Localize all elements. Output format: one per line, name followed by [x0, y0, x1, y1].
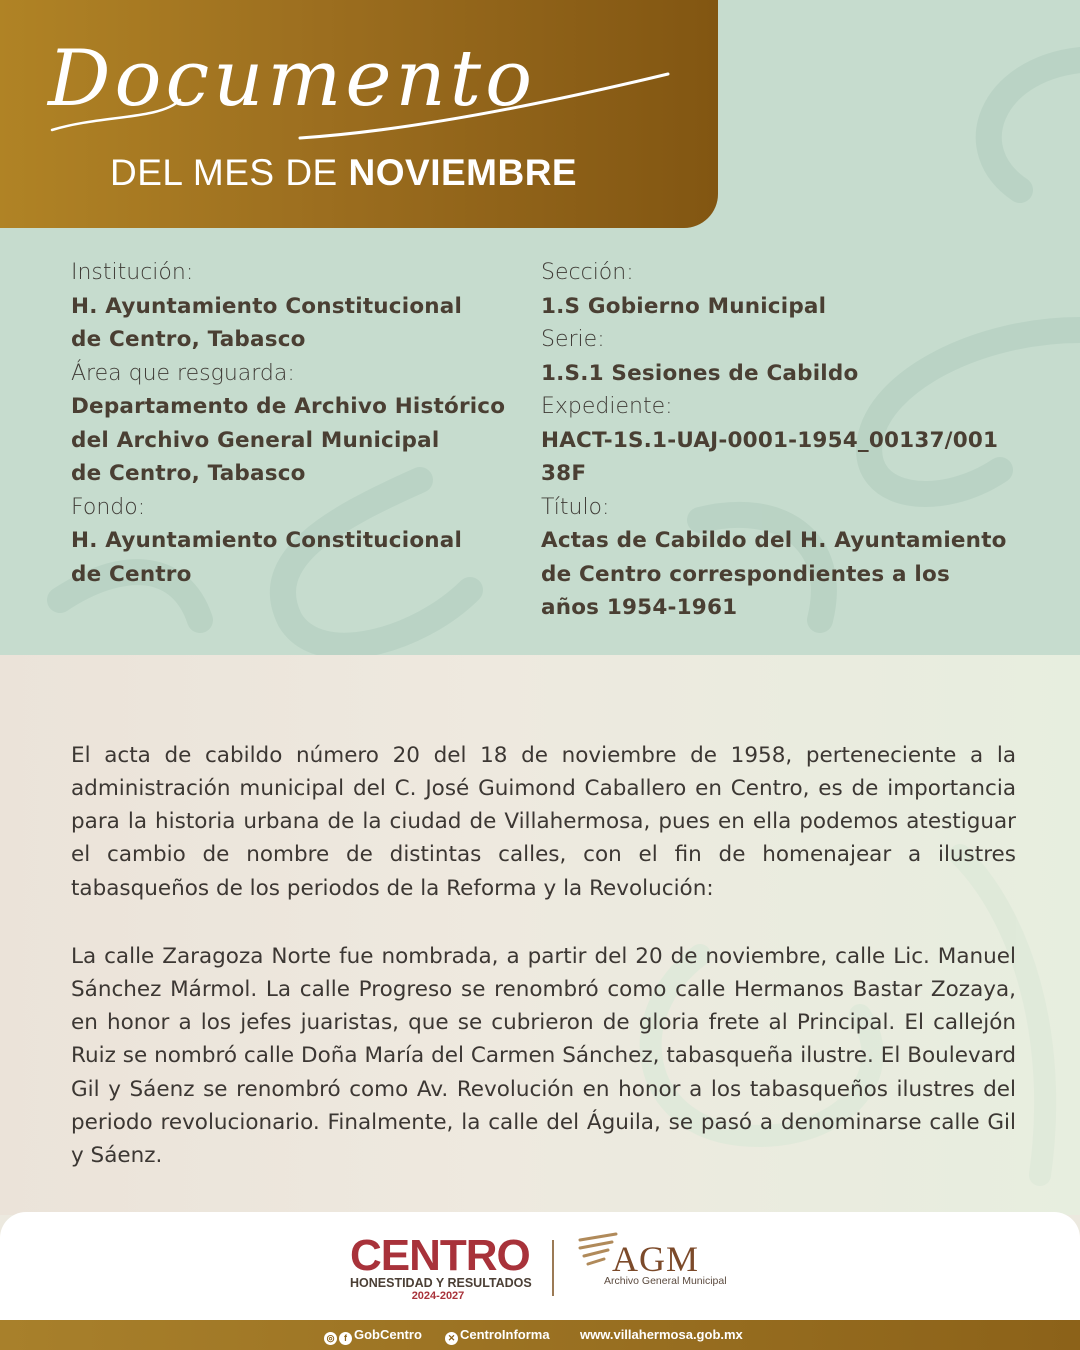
social-handle-gobcentro[interactable] — [324, 1320, 422, 1350]
field-value-area — [71, 390, 521, 491]
value-line: H. Ayuntamiento Constitucional — [71, 528, 463, 553]
value-line: Departamento de Archivo Histórico — [71, 394, 506, 419]
facebook-icon: f — [339, 1332, 352, 1345]
subtitle-prefix: DEL MES DE — [110, 152, 349, 193]
logo-divider — [552, 1240, 554, 1296]
value-line: 1.S Gobierno Municipal — [541, 293, 827, 319]
x-icon: ✕ — [445, 1332, 458, 1345]
value-line: del Archivo General Municipal — [71, 427, 440, 453]
value-line: de Centro, Tabasco — [71, 327, 306, 352]
metadata-right-column — [541, 256, 1021, 625]
field-label-institucion: Institución: — [71, 260, 194, 285]
value-line: 38F — [541, 461, 587, 486]
centro-logo-years: 2024-2027 — [411, 1290, 465, 1302]
field-value-expediente — [541, 424, 1021, 491]
logo-footer-card — [0, 1212, 1080, 1320]
social-handle-centroinforma-text: CentroInforma — [460, 1327, 550, 1342]
field-value-institucion — [71, 290, 521, 357]
value-line: años 1954-1961 — [541, 595, 738, 620]
website-link[interactable]: www.villahermosa.gob.mx — [580, 1327, 743, 1342]
field-label-titulo: Título: — [541, 494, 610, 520]
page-title-script: Documento — [48, 34, 537, 124]
value-line: H. Ayuntamiento Constitucional — [71, 293, 463, 319]
description-paragraph-1: El acta de cabildo número 20 del 18 de noviembre de 1958, perteneciente a la administración municipal del C. José Guimond Caballero en Centro, es de importancia para la historia urbana de la ciudad de Villahermosa, pues en ella podemos atestiguar el cambio de nombre de distintas calles, con el fin de homenajear a ilustres tabasqueños de los periodos de la Reforma y la Revolución: — [71, 742, 1016, 901]
value-line: de Centro, Tabasco — [71, 461, 306, 486]
centro-logo-word: CENTRO — [350, 1231, 530, 1280]
description-paragraph-2: La calle Zaragoza Norte fue nombrada, a partir del 20 de noviembre, calle Lic. Manuel Sánchez Mármol. La calle Progreso se renombró como calle Hermanos Bastar Zozaya, en honor a los jefes juaristas, que se cubrieron de gloria frete al Principal. El callejón Ruiz se nombró calle Doña María del Carmen Sánchez, tabasqueña ilustre. El Boulevard Gil y Sáenz se renombró como Av. Revolución en honor a los tabasqueños ilustres del periodo revolucionario. Finalmente, la calle del Águila, se pasó a denominarse calle Gil y Sáenz. — [71, 943, 1016, 1169]
centro-logo — [350, 1231, 532, 1303]
field-label-serie: Serie: — [541, 327, 605, 352]
metadata-section — [0, 0, 1080, 655]
metadata-left-column — [71, 256, 521, 591]
field-value-seccion — [541, 290, 1021, 324]
field-value-fondo — [71, 524, 521, 591]
header-banner — [0, 0, 718, 228]
social-handle-gobcentro-text: GobCentro — [354, 1327, 422, 1342]
social-footer-bar — [0, 1320, 1080, 1350]
field-label-expediente: Expediente: — [541, 394, 673, 419]
field-value-serie — [541, 357, 1021, 391]
field-label-area: Área que resguarda: — [71, 360, 295, 386]
subtitle-month: NOVIEMBRE — [348, 152, 578, 193]
field-label-seccion: Sección: — [541, 260, 634, 285]
social-handle-centroinforma[interactable] — [445, 1320, 550, 1350]
agm-logo-subtitle: Archivo General Municipal — [604, 1275, 727, 1287]
value-line: HACT-1S.1-UAJ-0001-1954_00137/001 — [541, 427, 999, 453]
field-label-fondo: Fondo: — [71, 494, 146, 520]
centro-logo-tagline: HONESTIDAD Y RESULTADOS — [350, 1276, 532, 1290]
instagram-icon: ◎ — [324, 1332, 337, 1345]
value-line: de Centro — [71, 561, 192, 587]
page-subtitle — [110, 152, 577, 194]
value-line: Actas de Cabildo del H. Ayuntamiento — [541, 528, 1007, 553]
agm-logo — [576, 1228, 736, 1290]
field-value-titulo — [541, 524, 1021, 625]
agm-logo-letters: AGM — [612, 1239, 700, 1279]
value-line: de Centro correspondientes a los — [541, 561, 950, 587]
value-line: 1.S.1 Sesiones de Cabildo — [541, 360, 859, 386]
